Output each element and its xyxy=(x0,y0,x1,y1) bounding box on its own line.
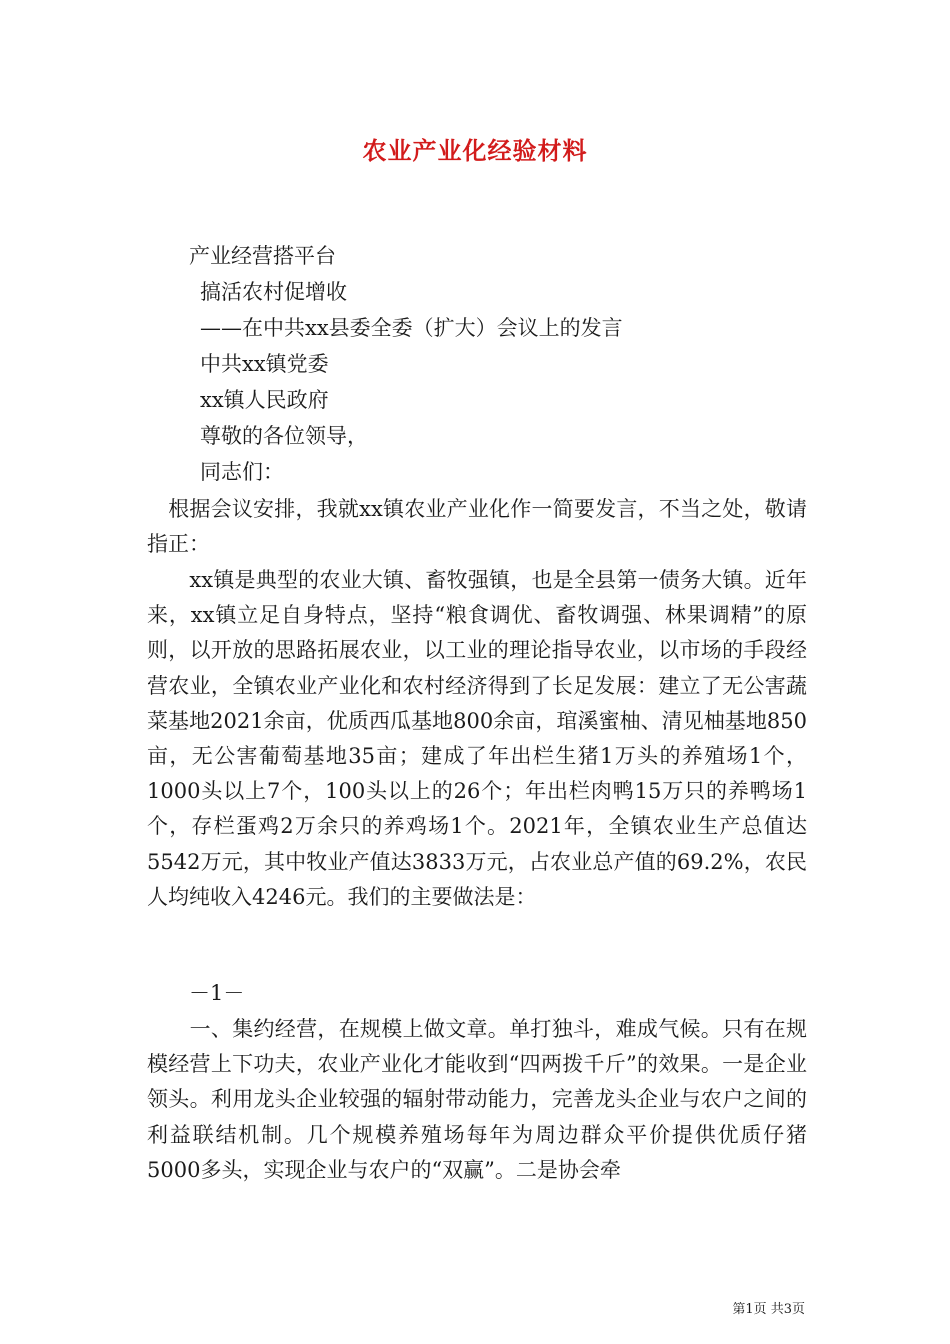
speaker-party-committee: 中共xx镇党委 xyxy=(200,352,329,376)
speaker-government: xx镇人民政府 xyxy=(200,388,329,412)
subtitle-line-1: 产业经营搭平台 xyxy=(189,244,336,268)
paragraph-section-one: 一、集约经营，在规模上做文章。单打独斗，难成气候。只有在规模经营上下功夫，农业产业化才能收到“四两拨千斤”的效果。一是企业领头。利用龙头企业较强的辐射带动能力，完善龙头企业与农户之间的利益联结机制。几个规模养殖场每年为周边群众平价提供优质仔猪5000多头，实现企业与农户的“双赢”。二是协会牵 xyxy=(147,1017,807,1182)
document-title: 农业产业化经验材料 xyxy=(362,136,588,165)
inner-page-marker: －1－ xyxy=(147,981,245,1005)
paragraph-intro: 根据会议安排，我就xx镇农业产业化作一简要发言，不当之处，敬请指正： xyxy=(147,497,807,557)
salutation-leaders: 尊敬的各位领导， xyxy=(200,424,368,448)
page-footer: 第1页 共3页 xyxy=(732,1302,805,1317)
subtitle-line-2: 搞活农村促增收 xyxy=(200,280,347,304)
paragraph-overview: xx镇是典型的农业大镇、畜牧强镇，也是全县第一债务大镇。近年来，xx镇立足自身特点，坚持“粮食调优、畜牧调强、林果调精”的原则，以开放的思路拓展农业，以工业的理论指导农业，以市场的手段经营农业，全镇农业产业化和农村经济得到了长足发展：建立了无公害蔬菜基地2021余亩，优质西瓜基地800余亩，琯溪蜜柚、清见柚基地850亩，无公害葡萄基地35亩；建成了年出栏生猪1万头的养殖场1个，1000头以上7个，100头以上的26个；年出栏肉鸭15万只的养鸭场1个，存栏蛋鸡2万余只的养鸡场1个。2021年，全镇农业生产总值达5542万元，其中牧业产值达3833万元，占农业总产值的69.2%，农民人均纯收入4246元。我们的主要做法是： xyxy=(147,568,807,909)
speech-occasion: ——在中共xx县委全委（扩大）会议上的发言 xyxy=(200,316,623,340)
salutation-comrades: 同志们： xyxy=(200,460,284,484)
